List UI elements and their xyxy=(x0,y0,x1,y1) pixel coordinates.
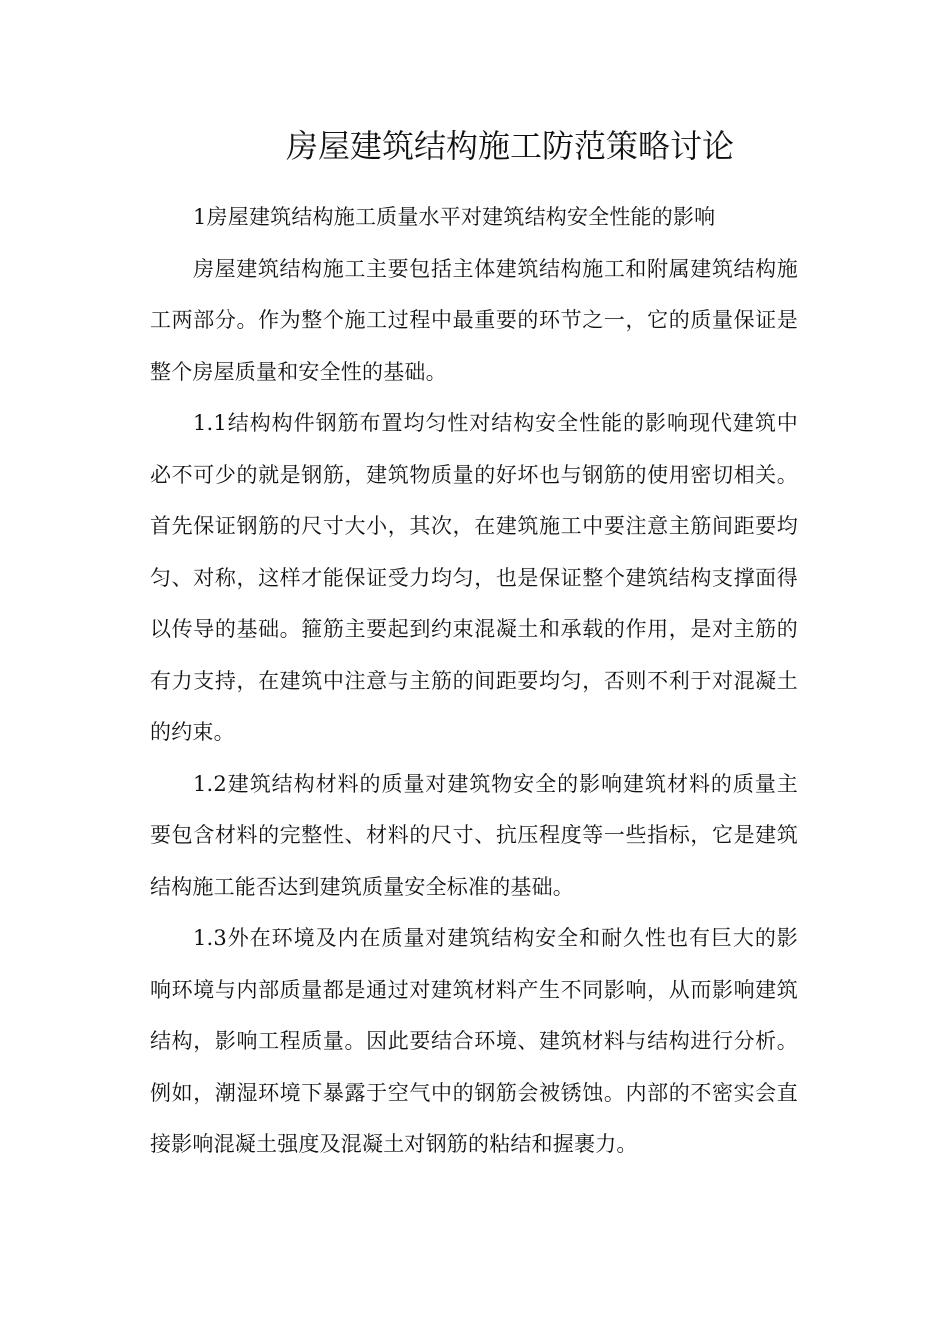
paragraph-1-2: 1.2建筑结构材料的质量对建筑物安全的影响建筑材料的质量主要包含材料的完整性、材料的尺寸、抗压程度等一些指标，它是建筑结构施工能否达到建筑质量安全标准的基础。 xyxy=(150,771,798,899)
document-body xyxy=(150,192,798,1171)
paragraph-1-1: 1.1结构构件钢筋布置均匀性对结构安全性能的影响现代建筑中必不可少的就是钢筋，建筑物质量的好坏也与钢筋的使用密切相关。首先保证钢筋的尺寸大小，其次，在建筑施工中要注意主筋间距要均匀、对称，这样才能保证受力均匀，也是保证整个建筑结构支撑面得以传导的基础。箍筋主要起到约束混凝土和承载的作用，是对主筋的有力支持，在建筑中注意与主筋的间距要均匀，否则不利于对混凝土的约束。 xyxy=(150,411,798,744)
document-title: 房屋建筑结构施工防范策略讨论 xyxy=(285,127,734,165)
paragraph-intro: 房屋建筑结构施工主要包括主体建筑结构施工和附属建筑结构施工两部分。作为整个施工过程中最重要的环节之一，它的质量保证是整个房屋质量和安全性的基础。 xyxy=(150,256,798,384)
paragraph-1-3: 1.3外在环境及内在质量对建筑结构安全和耐久性也有巨大的影响环境与内部质量都是通过对建筑材料产生不同影响，从而影响建筑结构，影响工程质量。因此要结合环境、建筑材料与结构进行分析。例如，潮湿环境下暴露于空气中的钢筋会被锈蚀。内部的不密实会直接影响混凝土强度及混凝土对钢筋的粘结和握裹力。 xyxy=(150,926,798,1156)
section-heading-1: 1房屋建筑结构施工质量水平对建筑结构安全性能的影响 xyxy=(193,205,716,229)
